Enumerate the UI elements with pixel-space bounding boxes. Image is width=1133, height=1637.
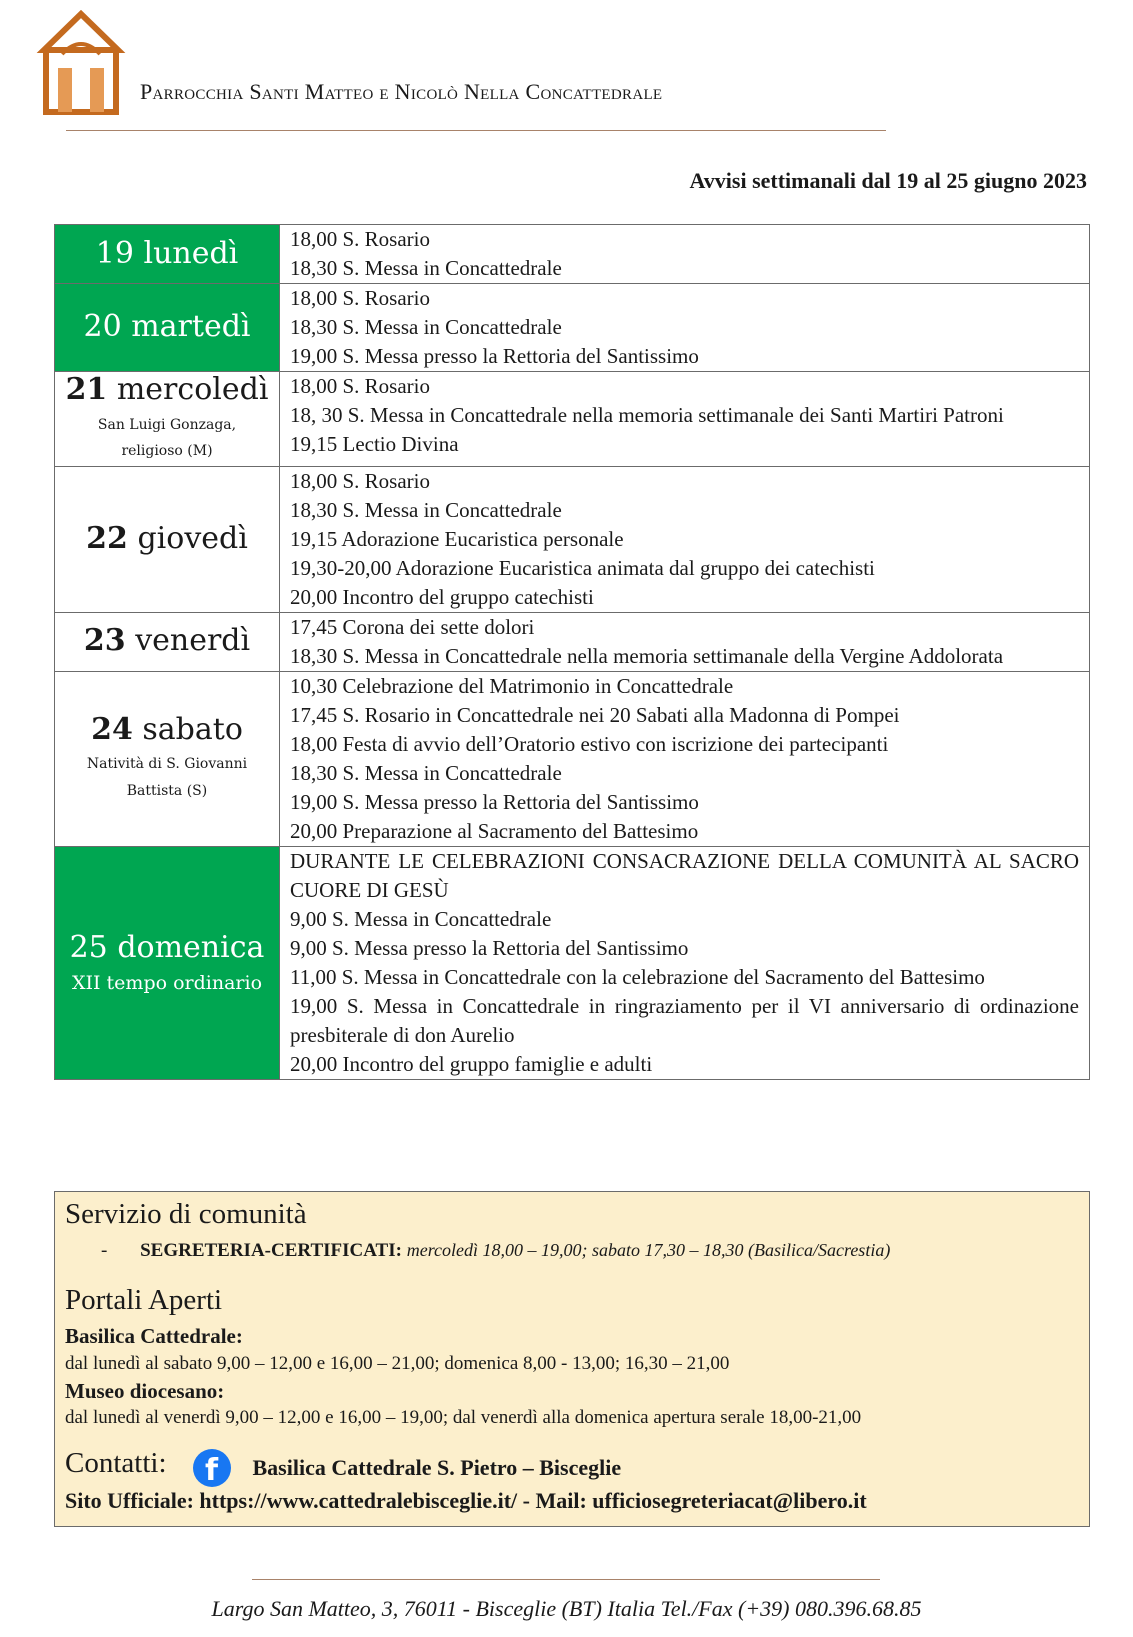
info-box — [54, 1191, 1090, 1527]
event-item: 18,00 Festa di avvio dell’Oratorio estivo con iscrizione dei partecipanti — [290, 731, 889, 756]
events-cell — [280, 225, 1090, 284]
day-number: 22 — [86, 520, 128, 556]
event-item: 20,00 Incontro del gruppo catechisti — [290, 584, 594, 609]
event-item: 18,00 S. Rosario — [290, 374, 431, 398]
event-item: 17,45 Corona dei sette dolori — [290, 614, 535, 639]
day-cell — [55, 372, 280, 467]
facebook-page-link[interactable]: Basilica Cattedrale S. Pietro – Bisceglie — [252, 1455, 622, 1481]
segreteria-label: SEGRETERIA-CERTIFICATI: — [140, 1240, 402, 1261]
day-weekday: lunedì — [143, 235, 239, 271]
day-weekday: giovedì — [137, 520, 248, 556]
parish-logo — [36, 10, 126, 120]
schedule-row — [55, 846, 1090, 1079]
schedule-row — [55, 612, 1090, 671]
day-label — [56, 931, 278, 966]
segreteria-hours: mercoledì 18,00 – 19,00; sabato 17,30 – 18,30 (Basilica/Sacrestia) — [406, 1240, 891, 1260]
event-item: 19,00 S. Messa presso la Rettoria del Santissimo — [290, 344, 699, 368]
event-item: 9,00 S. Messa presso la Rettoria del Santissimo — [290, 935, 689, 960]
day-number: 24 — [91, 711, 133, 747]
museum-hours: dal lunedì al venerdì 9,00 – 12,00 e 16,00 – 19,00; dal venerdì alla domenica apertura serale 18,00-21,00 — [65, 1407, 862, 1428]
day-label — [56, 373, 278, 408]
list-dash: - — [101, 1240, 108, 1261]
event-item: 19,00 S. Messa presso la Rettoria del Santissimo — [290, 789, 699, 814]
day-cell — [55, 284, 280, 372]
event-item: 18,00 S. Rosario — [290, 227, 431, 251]
day-label — [56, 522, 278, 557]
parish-name: Parrocchia Santi Matteo e Nicolò Nella Concattedrale — [140, 79, 663, 104]
service-title: Servizio di comunità — [65, 1198, 307, 1230]
museum-label: Museo diocesano: — [65, 1379, 225, 1403]
schedule-row — [55, 372, 1090, 467]
day-cell — [55, 466, 280, 612]
segreteria-line — [101, 1240, 890, 1262]
facebook-icon[interactable]: f — [193, 1449, 231, 1487]
event-item: 11,00 S. Messa in Concattedrale con la celebrazione del Sacramento del Battesimo — [290, 964, 985, 989]
day-subtitle: Natività di S. Giovanni Battista (S) — [86, 756, 248, 799]
day-weekday: mercoledì — [116, 372, 269, 407]
day-cell — [55, 225, 280, 284]
event-item: 18,30 S. Messa in Concattedrale — [290, 497, 562, 522]
event-item: 18, 30 S. Messa in Concattedrale nella memoria settimanale dei Santi Martiri Patroni — [290, 403, 1004, 427]
event-item: 19,15 Adorazione Eucaristica personale — [290, 526, 624, 551]
day-number: 20 — [83, 309, 122, 345]
day-weekday: venerdì — [135, 623, 251, 659]
day-cell — [55, 671, 280, 846]
site-mail-line[interactable]: Sito Ufficiale: https://www.cattedralebisceglie.it/ - Mail: ufficiosegreteriacat@libero.it — [65, 1488, 867, 1513]
event-item: 18,30 S. Messa in Concattedrale — [290, 315, 562, 339]
day-cell — [55, 846, 280, 1079]
event-item: 17,45 S. Rosario in Concattedrale nei 20 Sabati alla Madonna di Pompei — [290, 702, 900, 727]
events-cell — [280, 612, 1090, 671]
day-subtitle: XII tempo ordinario — [71, 971, 263, 994]
events-cell — [280, 284, 1090, 372]
day-subtitle: San Luigi Gonzaga, religioso (M) — [97, 416, 237, 460]
weekly-title: Avvisi settimanali dal 19 al 25 giugno 2023 — [689, 168, 1087, 193]
day-cell — [55, 612, 280, 671]
events-cell — [280, 372, 1090, 467]
weekly-schedule-table — [54, 224, 1090, 1080]
event-item: 10,30 Celebrazione del Matrimonio in Concattedrale — [290, 673, 734, 698]
day-number: 21 — [65, 372, 108, 407]
day-weekday: martedì — [131, 309, 251, 345]
footer-divider — [252, 1579, 880, 1580]
portals-title: Portali Aperti — [65, 1284, 223, 1316]
contacts-label: Contatti: — [65, 1447, 167, 1479]
events-cell — [280, 466, 1090, 612]
event-item: 9,00 S. Messa in Concattedrale — [290, 906, 552, 931]
event-item: DURANTE LE CELEBRAZIONI CONSACRAZIONE DELLA COMUNITÀ AL SACRO CUORE DI GESÙ — [290, 848, 1079, 902]
day-weekday: domenica — [117, 930, 265, 966]
events-cell — [280, 671, 1090, 846]
day-label — [56, 310, 278, 345]
event-item: 18,30 S. Messa in Concattedrale nella memoria settimanale della Vergine Addolorata — [290, 643, 1004, 668]
schedule-row — [55, 671, 1090, 846]
basilica-hours: dal lunedì al sabato 9,00 – 12,00 e 16,00 – 21,00; domenica 8,00 - 13,00; 16,30 – 21,00 — [65, 1353, 730, 1374]
event-item: 18,00 S. Rosario — [290, 286, 431, 310]
event-item: 19,30-20,00 Adorazione Eucaristica animata dal gruppo dei catechisti — [290, 555, 875, 580]
event-item: 19,00 S. Messa in Concattedrale in ringraziamento per il VI anniversario di ordinazione presbiterale di don Aurelio — [290, 993, 1079, 1047]
event-item: 19,15 Lectio Divina — [290, 432, 459, 456]
header-divider — [66, 130, 886, 131]
event-item: 18,00 S. Rosario — [290, 468, 431, 493]
schedule-row — [55, 466, 1090, 612]
day-label — [56, 624, 278, 659]
schedule-row — [55, 284, 1090, 372]
day-number: 23 — [83, 623, 126, 659]
day-number: 19 — [95, 235, 134, 271]
day-number: 25 — [69, 930, 108, 966]
event-item: 18,30 S. Messa in Concattedrale — [290, 760, 562, 785]
basilica-label: Basilica Cattedrale: — [65, 1324, 243, 1348]
day-weekday: sabato — [142, 711, 243, 747]
contacts-row — [65, 1447, 621, 1487]
events-cell — [280, 846, 1090, 1079]
day-label — [56, 237, 278, 272]
event-item: 20,00 Incontro del gruppo famiglie e adulti — [290, 1051, 653, 1076]
event-item: 18,30 S. Messa in Concattedrale — [290, 256, 562, 280]
day-label — [56, 713, 278, 748]
footer-address: Largo San Matteo, 3, 76011 - Bisceglie (BT) Italia Tel./Fax (+39) 080.396.68.85 — [211, 1596, 922, 1621]
schedule-row — [55, 225, 1090, 284]
event-item: 20,00 Preparazione al Sacramento del Battesimo — [290, 818, 699, 843]
